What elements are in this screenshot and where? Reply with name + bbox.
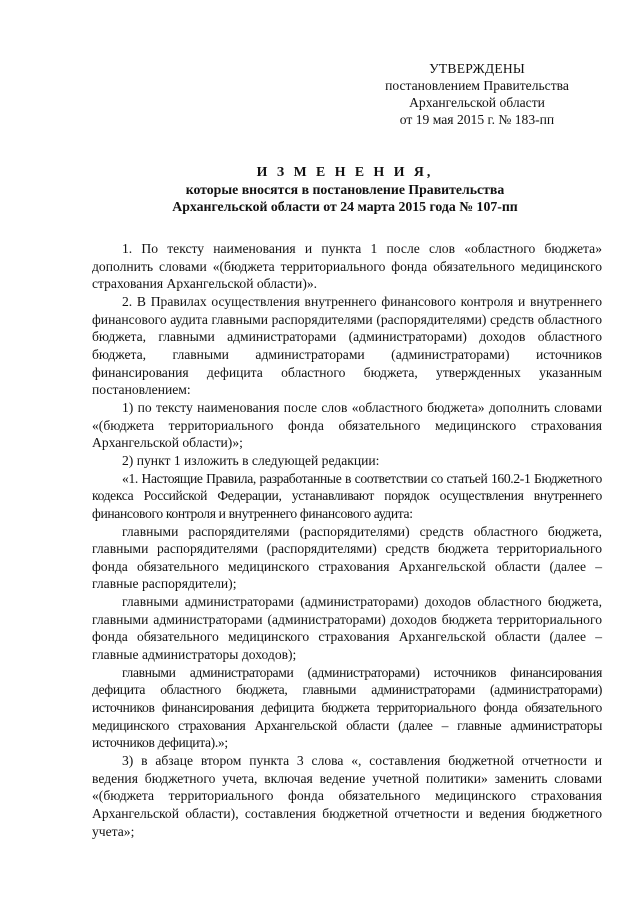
approval-heading: УТВЕРЖДЕНЫ [429, 61, 525, 76]
paragraph: главными администраторами (администраторами) доходов областного бюджета, главными администраторами (администраторами) доходов бюджета территориального фонда обязательного медицинского страхования Архангельской области (далее – главные администраторы доходов); [92, 594, 602, 663]
paragraph: 1) по тексту наименования после слов «областного бюджета» дополнить словами «(бюджета территориального фонда обязательного медицинского страхования Архангельской области)»; [92, 399, 602, 451]
title-line: Архангельской области от 24 марта 2015 года № 107-пп [172, 199, 518, 214]
paragraph: «1. Настоящие Правила, разработанные в соответствии со статьей 160.2-1 Бюджетного кодекса Российской Федерации, устанавливают порядок осуществления внутреннего финансового контроля и внутреннего финансового аудита: [92, 470, 602, 521]
approval-stamp [362, 60, 592, 128]
paragraph: 3) в абзаце втором пункта 3 слова «, составления бюджетной отчетности и ведения бюджетного учета, включая ведение учетной политики» заменить словами «(бюджета территориального фонда обязательного медицинского страхования Архангельской области), составления бюджетной отчетности и ведения бюджетного учета»; [92, 753, 602, 839]
paragraph: главными распорядителями (распорядителями) средств областного бюджета, главными распорядителями (распорядителями) средств бюджета территориального фонда обязательного медицинского страхования Архангельской области (далее – главные распорядители); [92, 523, 602, 592]
paragraph: главными администраторами (администраторами) источников финансирования дефицита областного бюджета, главными администраторами (администраторами) источников финансирования дефицита бюджета территориального фонда обязательного медицинского страхования Архангельской области (далее – главные администраторы источников дефицита).»; [92, 664, 602, 751]
paragraph: 2) пункт 1 изложить в следующей редакции: [122, 452, 380, 468]
document-body [92, 240, 602, 840]
title-heading: И З М Е Н Е Н И Я, [256, 164, 434, 179]
approval-line: Архангельской области [409, 95, 545, 110]
title-line: которые вносятся в постановление Правительства [185, 181, 505, 197]
paragraph: 1. По тексту наименования и пункта 1 после слов «областного бюджета» дополнить словами «(бюджета территориального фонда обязательного медицинского страхования Архангельской области)». [92, 241, 602, 292]
approval-line: от 19 мая 2015 г. № 183-пп [399, 112, 555, 127]
document-title [90, 163, 600, 216]
approval-line: постановлением Правительства [385, 78, 569, 93]
paragraph: 2. В Правилах осуществления внутреннего финансового контроля и внутреннего финансового аудита главными распорядителями (распорядителями) средств областного бюджета, главными администраторами (администраторами) доходов областного бюджета, главными администраторами (администраторами) источников финансирования дефицита областного бюджета, утвержденных указанным постановлением: [92, 293, 602, 398]
